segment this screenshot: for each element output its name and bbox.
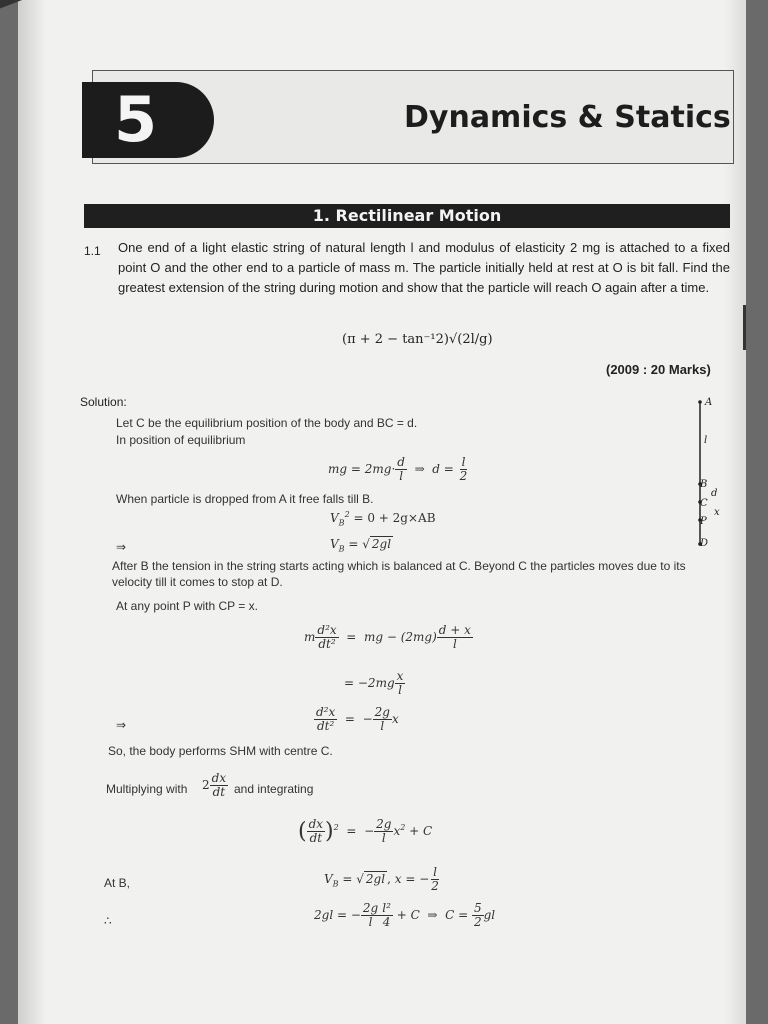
section-title: 1. Rectilinear Motion xyxy=(84,204,730,228)
solution-line-7a: Multiplying with xyxy=(106,782,188,796)
velocity-squared-equation: $V_B^2 = 0 + 2g\times AB$ xyxy=(330,510,436,528)
chapter-number: 5 xyxy=(82,82,214,158)
corner-mark xyxy=(0,0,22,10)
solution-line-7b: and integrating xyxy=(234,782,314,796)
answer-expression: (π + 2 − tan⁻¹2)√(2l/g) xyxy=(342,332,493,347)
solution-line-6: So, the body performs SHM with centre C. xyxy=(108,744,333,758)
solution-line-3: When particle is dropped from A it free falls till B. xyxy=(116,492,374,506)
multiplier-expression: 2 $\frac{dx}{dt}$ xyxy=(202,771,227,799)
solution-line-4: After B the tension in the string starts acting which is balanced at C. Beyond C the particles moves due to its velocity till it comes to stop at D. xyxy=(112,559,686,589)
equilibrium-equation: mg = 2mg· $\frac{d}{l}$ ⇒ d = $\frac{l}{2}$ xyxy=(328,455,468,483)
page-shadow xyxy=(18,0,46,1024)
shm-equation: $\frac{\text{d²x}}{\text{dt²}}$ = − $\frac{2g}{l}$ x xyxy=(316,705,399,733)
edge-mark xyxy=(743,305,746,350)
chapter-title: Dynamics & Statics xyxy=(404,100,731,135)
initial-condition: $V_B$ = √ 2gl , x = − $\frac{l}{2}$ xyxy=(324,865,439,893)
string-diagram xyxy=(690,396,730,556)
motion-equation: m $\frac{\text{d²x}}{\text{dt²}}$ = mg − (2mg) $\frac{d + x}{l}$ xyxy=(304,623,471,651)
at-b-label: At B, xyxy=(104,876,131,890)
distance-x-label: x xyxy=(714,507,720,518)
therefore-symbol: ∴ xyxy=(104,914,112,928)
implies-symbol: ⇒ xyxy=(116,540,127,554)
length-l-label: l xyxy=(704,435,708,446)
solution-line-1: Let C be the equilibrium position of the body and BC = d. xyxy=(116,416,418,430)
distance-d-label: d xyxy=(711,488,718,499)
velocity-equation: $V_B$ = √ 2gl xyxy=(330,537,392,554)
question-number: 1.1 xyxy=(84,244,101,258)
constant-equation: 2gl = − $\frac{2g}{l}$ $\frac{\text{l²}}{4}$ + C ⇒ C = $\frac{5}{2}$ gl xyxy=(314,901,496,929)
point-a-label: A xyxy=(705,397,713,408)
solution-heading: Solution: xyxy=(80,395,127,409)
point-b-label: B xyxy=(700,479,708,490)
implies-symbol-2: ⇒ xyxy=(116,718,127,732)
integrated-equation: ( $\frac{dx}{dt}$ )$^2$ = − $\frac{2g}{l}$ $x^2 + C$ xyxy=(298,817,433,845)
solution-line-5: At any point P with CP = x. xyxy=(116,599,258,613)
marks-label: (2009 : 20 Marks) xyxy=(606,362,711,377)
point-d-label: D xyxy=(700,538,709,549)
question-text: One end of a light elastic string of natural length l and modulus of elasticity 2 mg is attached to a fixed point O and the other end to a particle of mass m. The particle initially held at rest at O is bit fall. Find the greatest extension of the string during motion and show that the particle will reach O again after a time. xyxy=(118,240,730,295)
solution-line-2: In position of equilibrium xyxy=(116,433,246,447)
motion-equation-simplified: = −2mg $\frac{x}{l}$ xyxy=(344,669,404,697)
point-p-label: P xyxy=(700,516,707,527)
point-c-label: C xyxy=(700,498,708,509)
